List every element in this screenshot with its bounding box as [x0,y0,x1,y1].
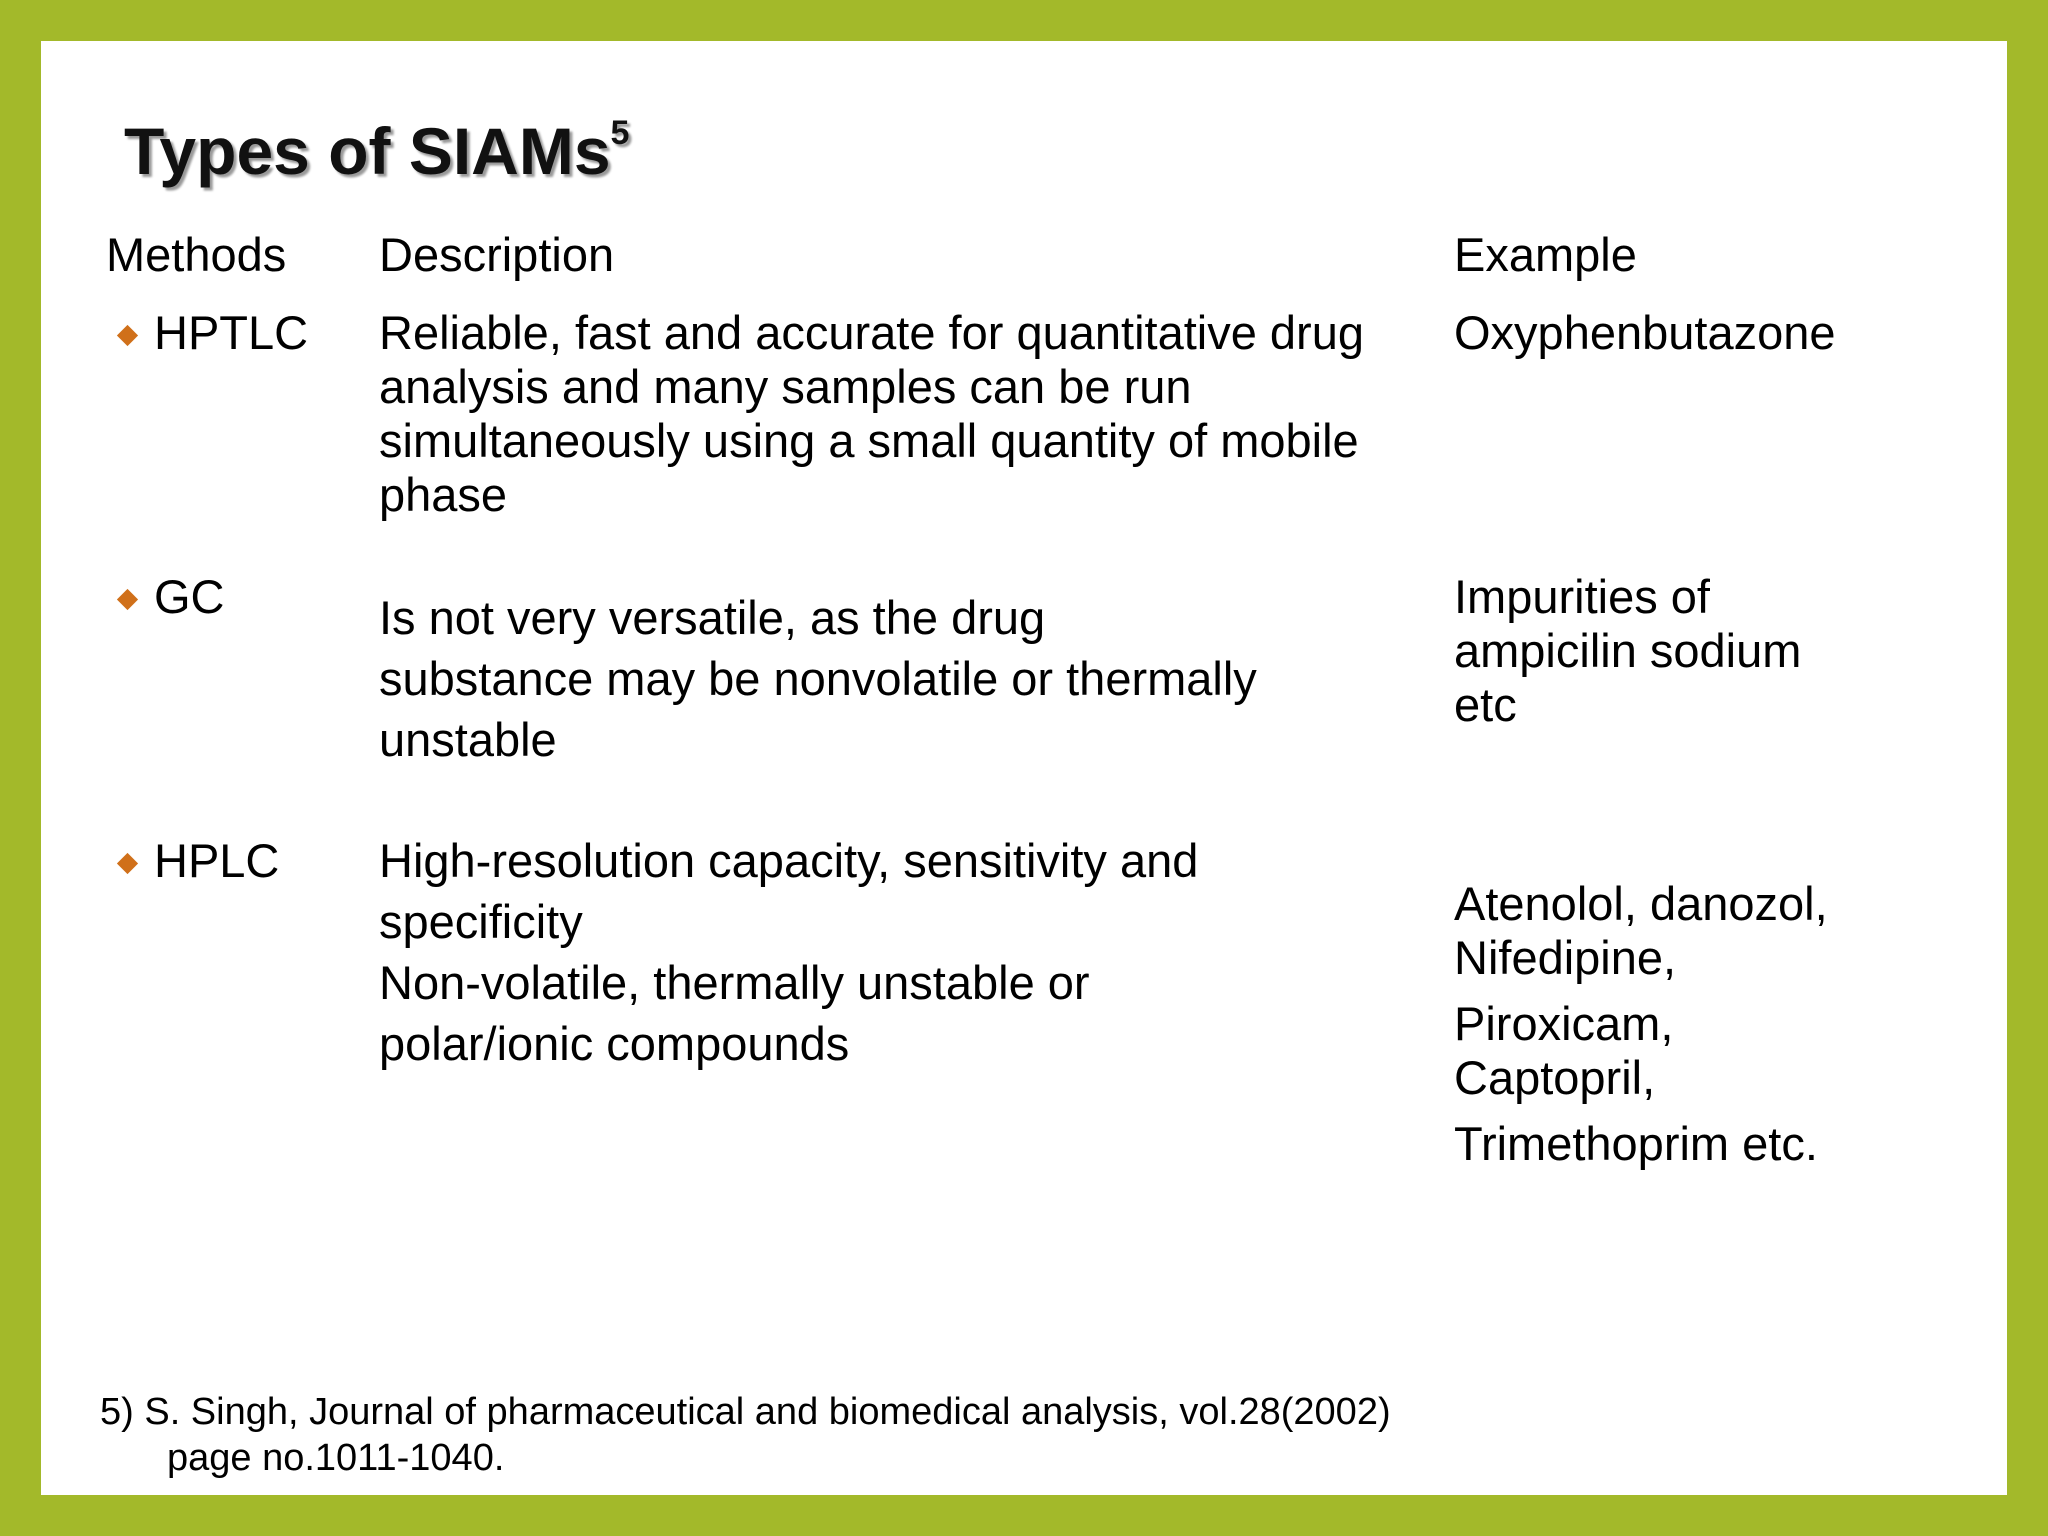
reference-line-2: page no.1011-1040. [167,1437,505,1479]
description-line: specificity [379,895,583,948]
description-hplc [379,830,1198,1074]
example-line: etc [1454,678,1517,731]
header-methods: Methods [106,228,287,281]
description-line: Non-volatile, thermally unstable or [379,956,1090,1009]
method-gc: GC [154,570,225,623]
description-line: simultaneously using a small quantity of mobile [379,414,1359,467]
example-line: Impurities of [1454,570,1710,623]
description-line: phase [379,468,508,521]
example-line: Nifedipine, [1454,931,1677,984]
header-description: Description [379,228,615,281]
example-line: Captopril, [1454,1051,1656,1104]
slide-title [124,112,629,191]
description-line: analysis and many samples can be run [379,360,1192,413]
description-line: High-resolution capacity, sensitivity and [379,834,1199,887]
example-line: ampicilin sodium [1454,624,1802,677]
example-gc [1454,570,1801,732]
description-gc [379,587,1257,770]
title-text: Types of SIAMs [124,114,611,188]
method-hptlc: HPTLC [154,306,309,359]
example-line: Oxyphenbutazone [1454,306,1836,359]
description-line: Reliable, fast and accurate for quantitative drug [379,306,1364,359]
description-line: unstable [379,713,557,766]
example-line: Piroxicam, [1454,997,1674,1050]
example-hplc [1454,877,1828,1171]
description-line: substance may be nonvolatile or thermally [379,652,1257,705]
method-hplc: HPLC [154,834,280,887]
example-line: Atenolol, danozol, [1454,877,1828,930]
description-line: Is not very versatile, as the drug [379,591,1046,644]
title-footnote-marker: 5 [610,114,630,152]
description-line: polar/ionic compounds [379,1017,850,1070]
example-line: Trimethoprim etc. [1454,1117,1818,1170]
header-example: Example [1454,228,1637,281]
example-hptlc [1454,306,1836,360]
reference-line-1: 5) S. Singh, Journal of pharmaceutical and biomedical analysis, vol.28(2002) [100,1391,1391,1433]
description-hptlc [379,306,1364,522]
